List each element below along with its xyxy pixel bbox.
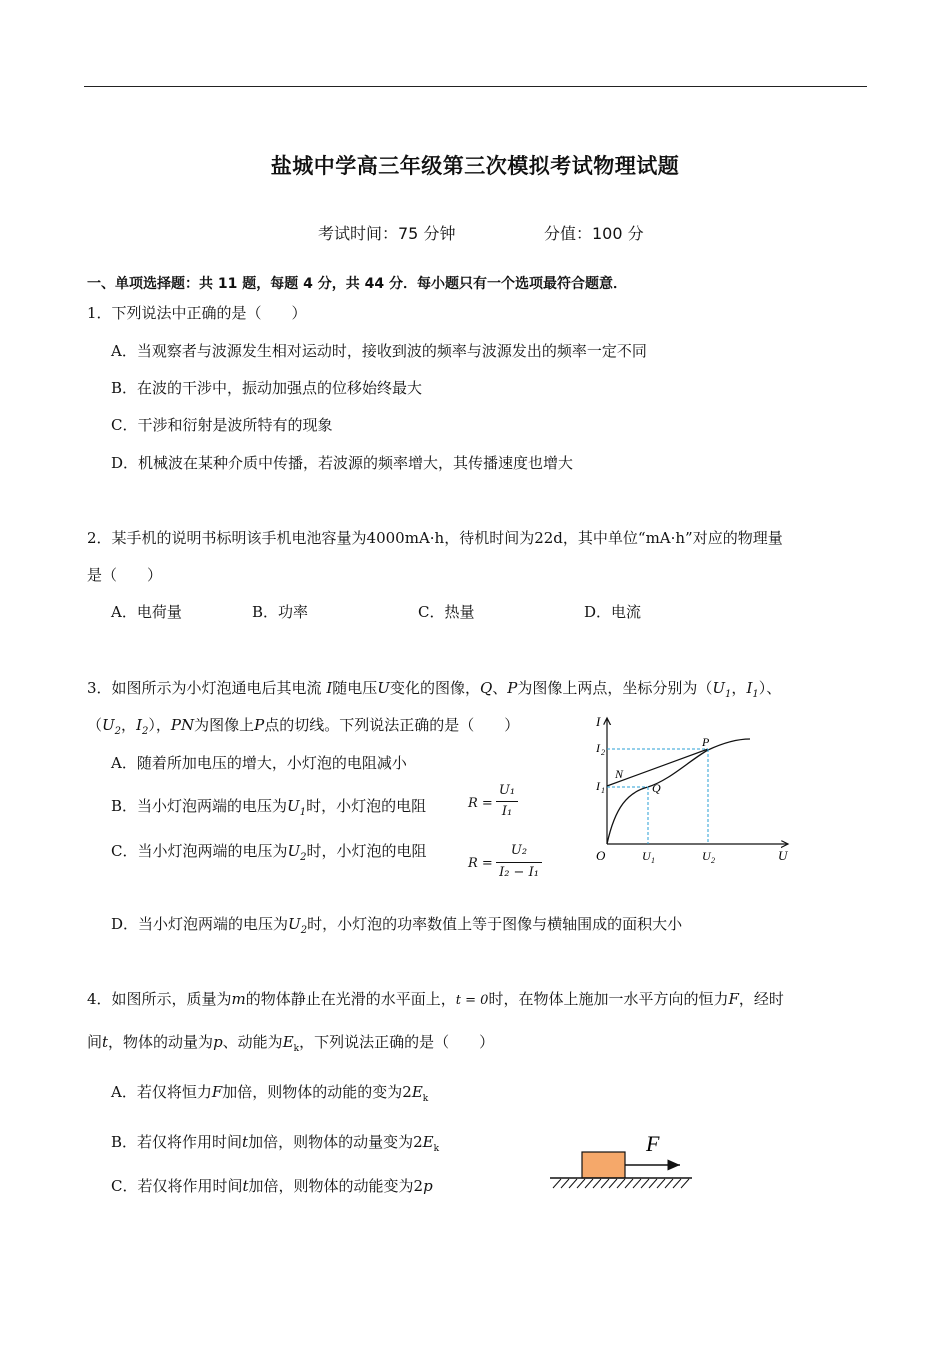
q4-force-label: F <box>646 1131 660 1156</box>
q3-option-c: C．当小灯泡两端的电压为$U_2$时，小灯泡的电阻 <box>111 842 427 863</box>
q4-block <box>582 1152 625 1178</box>
page-title: 盐城中学高三年级第三次模拟考试物理试题 <box>270 154 680 178</box>
graph-point-p: P <box>702 735 710 749</box>
q2-option-b: B．功率 <box>252 603 309 621</box>
q1-stem: 1．下列说法中正确的是（ ） <box>87 304 307 322</box>
q4-stem-line2: 间t，物体的动量为p、动能为$E_k$，下列说法正确的是（ ） <box>87 1033 495 1054</box>
graph-label-i: I <box>596 714 601 729</box>
graph-label-u1-sub: 1 <box>651 856 655 865</box>
q3-fracC-bar <box>496 862 542 863</box>
q4-stem-line1: 4．如图所示，质量为m的物体静止在光滑的水平面上，t = 0时，在物体上施加一水平方向的恒力F，经时 <box>87 990 784 1008</box>
graph-label-origin: O <box>596 848 606 863</box>
q3-option-a: A．随着所加电压的增大，小灯泡的电阻减小 <box>111 754 407 772</box>
graph-label-u: U <box>778 848 788 863</box>
q3-iv-graph <box>590 712 800 872</box>
q4-option-b: B．若仅将作用时间t加倍，则物体的动量变为$2E_k$ <box>111 1133 440 1154</box>
q4-option-c: C．若仅将作用时间t加倍，则物体的动能变为2p <box>111 1177 433 1195</box>
q3-stem-line2: （$U_2$，$I_2$），PN为图像上P点的切线。下列说法正确的是（ ） <box>87 716 520 737</box>
graph-label-i1-sub: 1 <box>601 786 605 795</box>
q4-option-a: A．若仅将恒力F加倍，则物体的动能的变为$2E_k$ <box>111 1083 429 1104</box>
q3-option-b: B．当小灯泡两端的电压为$U_1$时，小灯泡的电阻 <box>111 797 427 818</box>
q4-block-figure <box>545 1125 700 1200</box>
q3-fracB-den: I₁ <box>501 804 513 819</box>
graph-label-i2: I <box>596 741 600 755</box>
q2-option-a: A．电荷量 <box>111 603 182 621</box>
graph-label-i1: I <box>596 779 600 793</box>
graph-iv-curve <box>607 739 750 844</box>
section-heading: 一、单项选择题：共 11 题，每题 4 分，共 44 分．每小题只有一个选项最符合题意． <box>87 276 627 292</box>
q1-option-c: C．干涉和衍射是波所特有的现象 <box>111 416 333 434</box>
graph-label-u2-sub: 2 <box>711 856 715 865</box>
q1-option-d: D．机械波在某种介质中传播，若波源的频率增大，其传播速度也增大 <box>111 454 574 472</box>
q3-fracC-den: I₂ − I₁ <box>499 865 539 880</box>
graph-point-n: N <box>615 767 624 781</box>
q2-option-d: D．电流 <box>584 603 642 621</box>
q3-fracB-lhs: R = <box>468 796 493 811</box>
graph-label-i2-sub: 2 <box>601 748 605 757</box>
exam-score: 分值：100 分 <box>544 224 644 243</box>
q3-fracC-lhs: R = <box>468 856 493 871</box>
q1-option-a: A．当观察者与波源发生相对运动时，接收到波的频率与波源发出的频率一定不同 <box>111 342 647 360</box>
exam-time: 考试时间：75 分钟 <box>318 224 456 243</box>
q3-option-d: D．当小灯泡两端的电压为$U_2$时，小灯泡的功率数值上等于图像与横轴围成的面积大小 <box>111 915 683 936</box>
graph-label-u1: U <box>642 849 651 863</box>
header-rule <box>84 86 867 87</box>
q2-stem-line1: 2．某手机的说明书标明该手机电池容量为4000mA·h，待机时间为22d，其中单位“mA·h”对应的物理量 <box>87 529 783 547</box>
q3-fracC-num: U₂ <box>510 843 528 858</box>
q2-option-c: C．热量 <box>418 603 475 621</box>
q3-stem-line1: 3．如图所示为小灯泡通电后其电流 I随电压U变化的图像，Q、P为图像上两点，坐标分别为（$U_1$，$I_1$）、 <box>87 679 782 700</box>
q1-option-b: B．在波的干涉中，振动加强点的位移始终最大 <box>111 379 423 397</box>
q2-stem-line2: 是（ ） <box>87 566 163 584</box>
q4-ground-hatch <box>553 1179 689 1188</box>
graph-point-q: Q <box>652 781 661 795</box>
q3-fracB-bar <box>496 801 518 802</box>
q3-fracB-num: U₁ <box>498 783 516 798</box>
graph-label-u2: U <box>702 849 711 863</box>
